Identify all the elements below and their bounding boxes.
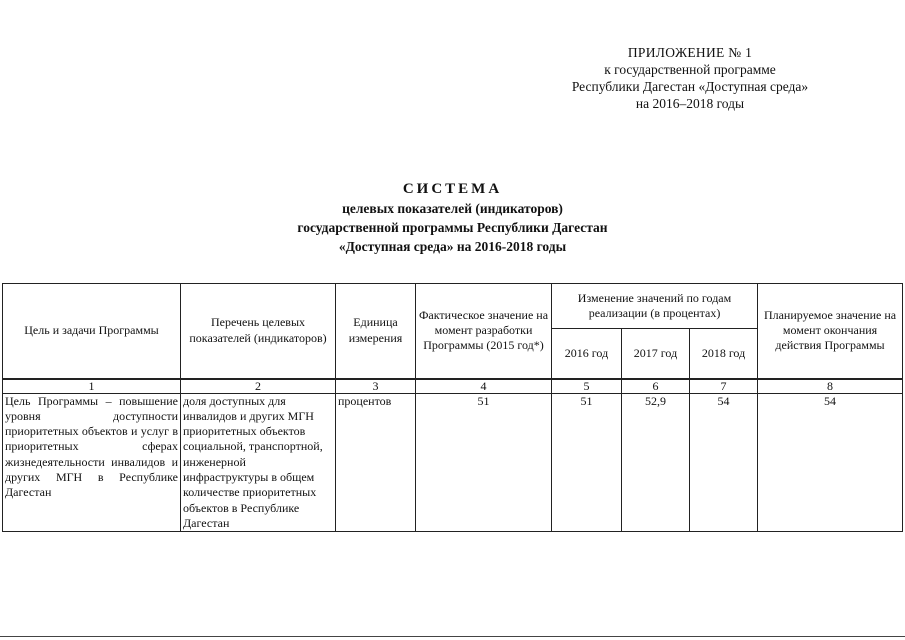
header-change: Изменение значений по годам реализации (в процентах) [552, 284, 758, 329]
header-planned: Планируемое значение на момент окончания действия Программы [758, 284, 903, 379]
page-bottom-border [0, 636, 905, 637]
heading-line-3: «Доступная среда» на 2016-2018 годы [338, 239, 567, 254]
value-2017-cell: 52,9 [622, 393, 690, 532]
column-number: 2 [181, 379, 336, 394]
column-number: 4 [416, 379, 552, 394]
goal-cell: Цель Программы – повышение уровня доступности приоритетных объектов и услуг в приоритетных сферах жизнедеятельности инвалидов и других МГН в Республике Дагестан [3, 393, 181, 532]
header-year-2018: 2018 год [690, 329, 758, 379]
table-row [3, 393, 903, 532]
heading-line-1: целевых показателей (индикаторов) [342, 201, 563, 216]
header-actual: Фактическое значение на момент разработки Программы (2015 год*) [416, 284, 552, 379]
appendix-line-1: к государственной программе [604, 62, 776, 77]
header-year-2017: 2017 год [622, 329, 690, 379]
column-number: 1 [3, 379, 181, 394]
column-number: 6 [622, 379, 690, 394]
column-number: 7 [690, 379, 758, 394]
indicators-table [2, 283, 903, 532]
column-number: 3 [336, 379, 416, 394]
header-indicators: Перечень целевых показателей (индикаторов) [181, 284, 336, 379]
column-number: 5 [552, 379, 622, 394]
header-year-2016: 2016 год [552, 329, 622, 379]
header-goal: Цель и задачи Программы [3, 284, 181, 379]
appendix-block [540, 44, 840, 112]
column-number: 8 [758, 379, 903, 394]
actual-value-cell: 51 [416, 393, 552, 532]
document-heading [150, 180, 755, 256]
heading-title: СИСТЕМА [402, 181, 503, 197]
value-2018-cell: 54 [690, 393, 758, 532]
appendix-title: ПРИЛОЖЕНИЕ № 1 [627, 45, 753, 60]
column-number-row [3, 379, 903, 394]
appendix-line-2: Республики Дагестан «Доступная среда» [571, 79, 809, 94]
unit-cell: процентов [336, 393, 416, 532]
value-2016-cell: 51 [552, 393, 622, 532]
indicator-cell: доля доступных для инвалидов и других МГН приоритетных объектов социальной, транспортной, инженерной инфраструктуры в общем количестве приоритетных объектов в Республике Дагестан [181, 393, 336, 532]
appendix-line-3: на 2016–2018 годы [635, 96, 745, 111]
header-unit: Единица измерения [336, 284, 416, 379]
heading-line-2: государственной программы Республики Дагестан [297, 220, 608, 235]
planned-value-cell: 54 [758, 393, 903, 532]
